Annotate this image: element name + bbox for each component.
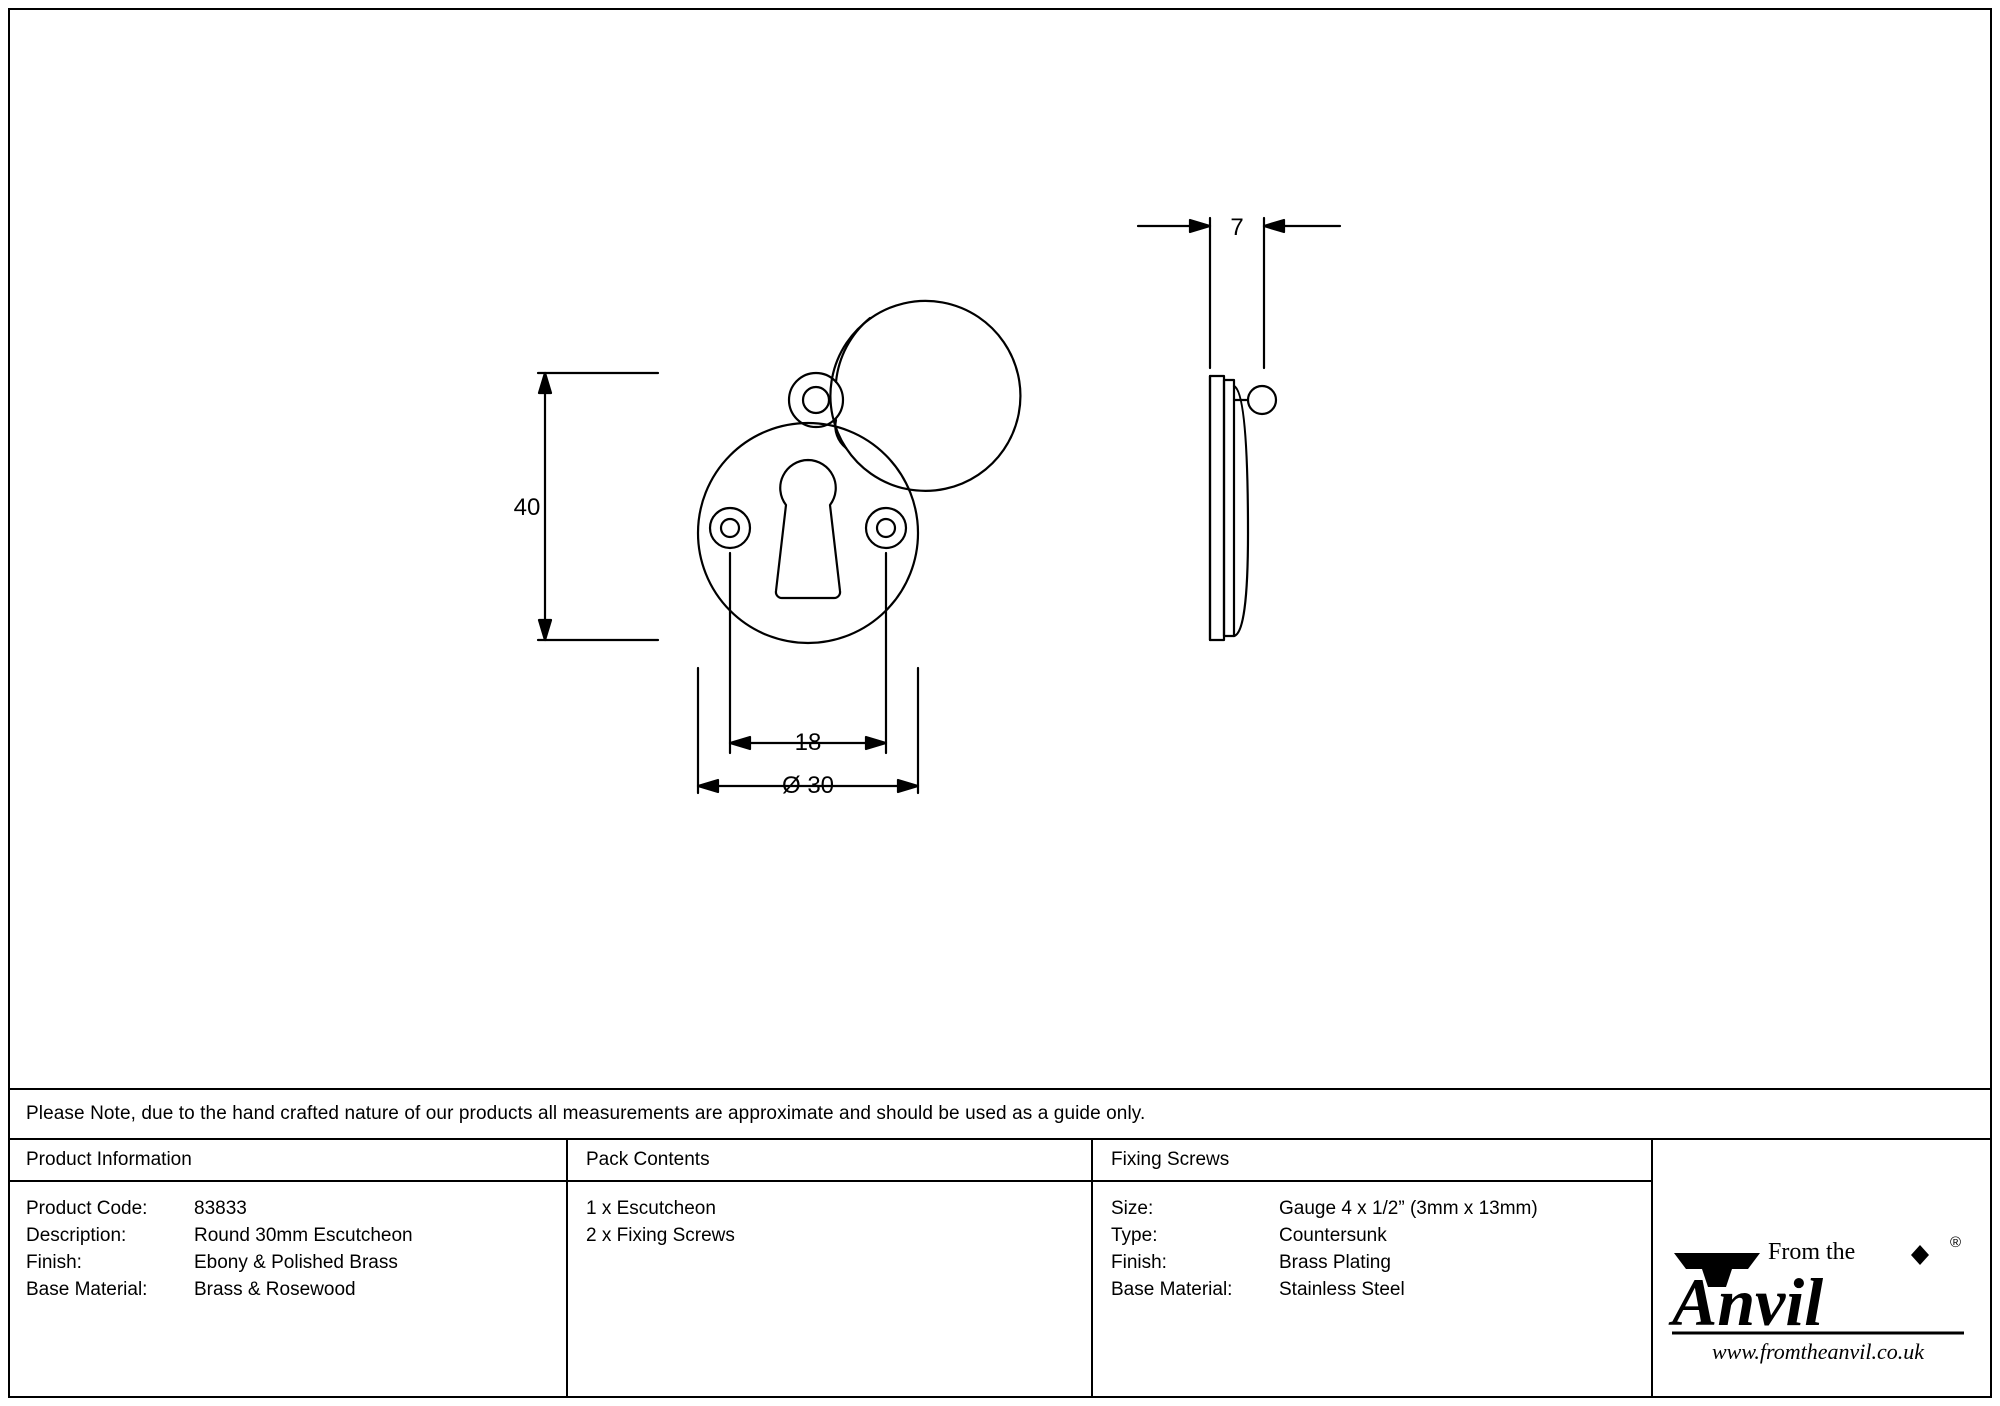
table-row: [1111, 1277, 1651, 1304]
note-text: Please Note, due to the hand crafted nature of our products all measurements are approximate and should be used as a guide only.: [26, 1103, 1146, 1124]
description-key: Description:: [26, 1224, 127, 1246]
product-information-body: [8, 1182, 566, 1304]
fixing-hole-left: [710, 508, 750, 548]
keyhole: [776, 460, 840, 598]
arrow-7-left: [1190, 220, 1210, 232]
arrow-40-top: [539, 373, 551, 393]
screw-base-material-value: Stainless Steel: [1279, 1278, 1405, 1300]
side-plate-front: [1224, 380, 1234, 636]
base-material-value: Brass & Rosewood: [194, 1278, 356, 1300]
cover-disc: [846, 301, 1020, 491]
dim-label-18: 18: [794, 729, 822, 756]
dim-label-40: 40: [513, 494, 541, 521]
screw-finish-value: Brass Plating: [1279, 1251, 1391, 1273]
screw-size-key: Size:: [1111, 1198, 1154, 1219]
pack-contents-column: [568, 1140, 1093, 1398]
pivot-boss: [789, 373, 843, 427]
screw-size-value: Gauge 4 x 1/2” (3mm x 13mm): [1279, 1198, 1538, 1219]
fixing-screws-body: [1093, 1182, 1651, 1304]
screw-type-key: Type:: [1111, 1224, 1158, 1246]
table-row: [26, 1223, 566, 1250]
diamond-icon: [1911, 1245, 1929, 1265]
screw-base-material-key: Base Material:: [1111, 1278, 1233, 1300]
base-material-key: Base Material:: [26, 1278, 148, 1300]
registered-mark: ®: [1950, 1234, 1962, 1251]
logo-url-text: www.fromtheanvil.co.uk: [1711, 1339, 1925, 1364]
arrow-18-left: [730, 737, 750, 749]
product-information-column: [8, 1140, 568, 1398]
list-item: 1 x Escutcheon: [586, 1198, 716, 1219]
dim-label-30: Ø 30: [781, 772, 835, 799]
brand-logo: [1668, 1217, 1968, 1372]
arrow-40-bottom: [539, 620, 551, 640]
pivot-pin: [803, 387, 829, 413]
fixing-screws-column: [1093, 1140, 1653, 1398]
product-code-key: Product Code:: [26, 1198, 148, 1219]
logo-column: [1653, 1140, 1990, 1398]
screw-finish-key: Finish:: [1111, 1251, 1167, 1273]
note-row: [8, 1088, 1992, 1138]
list-item: 2 x Fixing Screws: [586, 1224, 735, 1246]
product-information-heading: Product Information: [8, 1140, 566, 1182]
fixing-hole-right: [866, 508, 906, 548]
side-cover-profile: [1234, 386, 1248, 636]
arrow-18-right: [866, 737, 886, 749]
pack-contents-body: [568, 1182, 1091, 1250]
fixing-hole-left-inner: [721, 519, 739, 537]
table-row: [26, 1277, 566, 1304]
table-row: [1111, 1196, 1651, 1223]
finish-value: Ebony & Polished Brass: [194, 1251, 398, 1273]
logo-top-text: From the: [1768, 1239, 1856, 1265]
arrow-30-right: [898, 780, 918, 792]
description-value: Round 30mm Escutcheon: [194, 1224, 413, 1246]
table-row: [26, 1250, 566, 1277]
screw-type-value: Countersunk: [1279, 1224, 1387, 1246]
product-code-value: 83833: [194, 1198, 247, 1219]
finish-key: Finish:: [26, 1251, 82, 1273]
table-row: [26, 1196, 566, 1223]
side-plate-body: [1210, 376, 1224, 640]
arrow-30-left: [698, 780, 718, 792]
technical-drawing: [8, 8, 1992, 1088]
arrow-7-right: [1264, 220, 1284, 232]
fixing-screws-heading: Fixing Screws: [1093, 1140, 1651, 1182]
side-pivot-boss: [1248, 386, 1276, 414]
table-row: [1111, 1250, 1651, 1277]
pack-contents-heading: Pack Contents: [568, 1140, 1091, 1182]
information-table: [8, 1138, 1992, 1398]
logo-brand-text: Anvil: [1672, 1264, 1824, 1340]
table-row: [1111, 1223, 1651, 1250]
fixing-hole-right-inner: [877, 519, 895, 537]
dim-label-7: 7: [1230, 214, 1244, 241]
